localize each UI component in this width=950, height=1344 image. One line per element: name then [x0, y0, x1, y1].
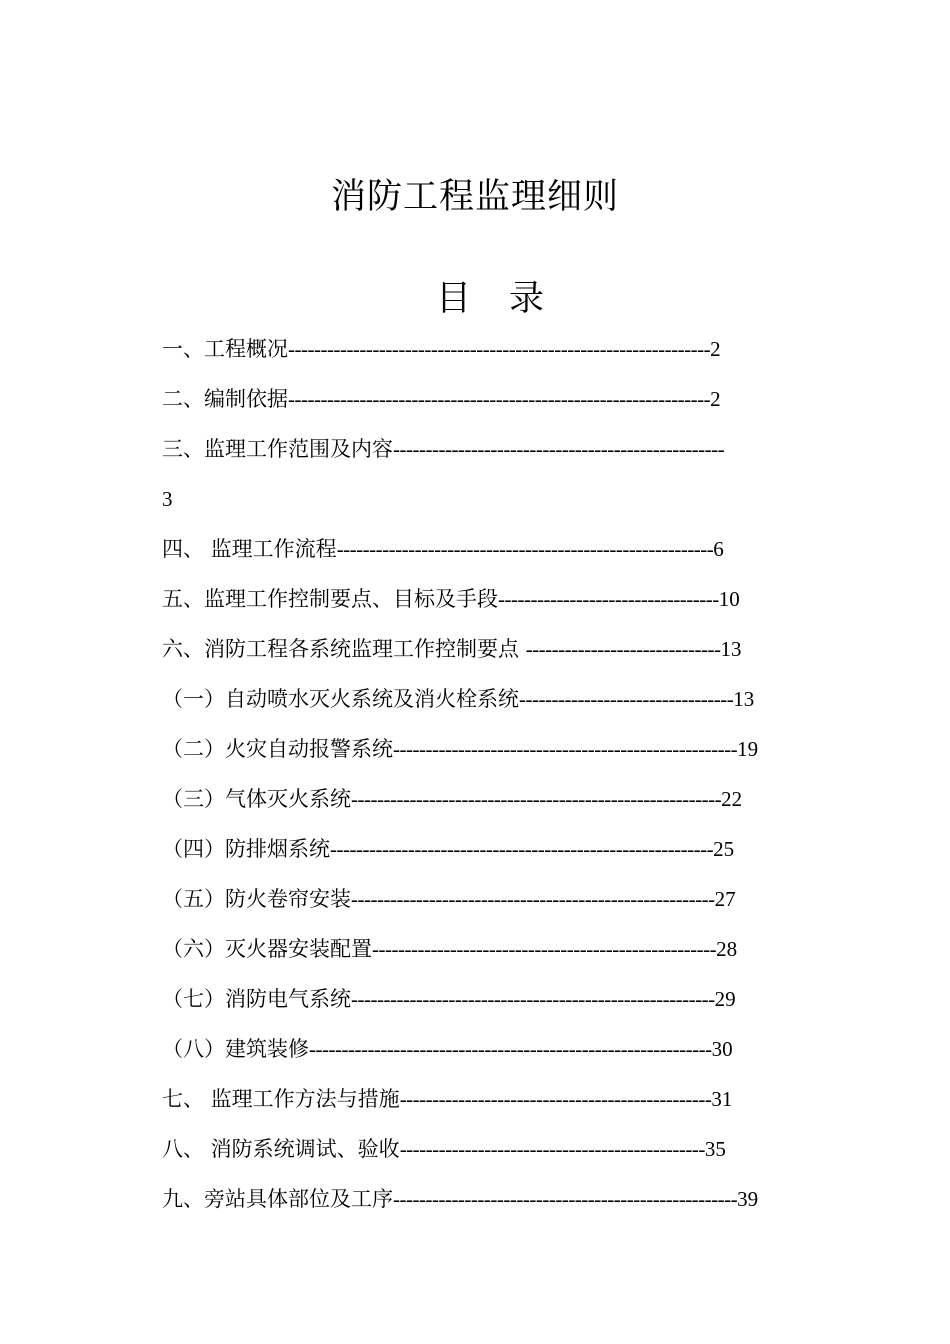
toc-entry-leader: --------------------------------------------------------------	[309, 1037, 712, 1061]
toc-entry-page: 10	[718, 587, 740, 611]
toc-entry-leader: --------------------------------------------------------	[351, 887, 715, 911]
toc-entry-label: （七）消防电气系统	[162, 987, 351, 1011]
toc-entry-leader: -----------------------------------------------------------------	[288, 337, 711, 361]
toc-entry-leader: ---------------------------------------------------------	[351, 787, 722, 811]
toc-entry-leader: -----------------------------------------------------	[393, 737, 738, 761]
toc-entry-label: （六）灭火器安装配置	[162, 937, 372, 961]
toc-entry-3[interactable]	[162, 424, 882, 474]
toc-entry-label: （二）火灾自动报警系统	[162, 737, 393, 761]
toc-entry-page: 22	[721, 787, 743, 811]
toc-entry-page: 13	[720, 637, 742, 661]
toc-entry-6-6[interactable]	[162, 924, 882, 974]
toc-entry-page: 35	[704, 1137, 726, 1161]
toc-entry-6-8[interactable]	[162, 1024, 882, 1074]
toc-entry-label: 八、 消防系统调试、验收	[162, 1137, 400, 1161]
toc-entry-label: （八）建筑装修	[162, 1037, 309, 1061]
toc-entry-page: 13	[733, 687, 755, 711]
toc-list	[162, 324, 882, 1224]
toc-entry-7[interactable]	[162, 1074, 882, 1124]
toc-entry-page: 6	[713, 537, 724, 561]
toc-entry-page: 27	[714, 887, 736, 911]
toc-entry-leader: ------------------------------	[525, 637, 721, 661]
toc-entry-label: （一）自动喷水灭火系统及消火栓系统	[162, 687, 519, 711]
toc-entry-leader: -----------------------------------------------------------------	[288, 387, 711, 411]
toc-entry-leader: ----------------------------------	[498, 587, 719, 611]
toc-entry-label: （五）防火卷帘安装	[162, 887, 351, 911]
toc-entry-leader: ----------------------------------------------------------	[336, 537, 714, 561]
toc-entry-6-7[interactable]	[162, 974, 882, 1024]
toc-entry-6-4[interactable]	[162, 824, 882, 874]
toc-entry-label: 六、消防工程各系统监理工作控制要点	[162, 637, 526, 661]
toc-entry-page: 2	[710, 337, 721, 361]
toc-entry-leader: -----------------------------------------------------	[372, 937, 717, 961]
toc-entry-leader: -----------------------------------------------------------	[330, 837, 714, 861]
toc-heading	[0, 276, 950, 322]
toc-entry-leader: --------------------------------------------------------	[351, 987, 715, 1011]
toc-entry-leader: ---------------------------------	[519, 687, 734, 711]
toc-entry-page: 31	[711, 1087, 733, 1111]
toc-entry-page: 28	[716, 937, 738, 961]
toc-entry-leader: -----------------------------------------------------	[393, 1187, 738, 1211]
toc-entry-label: 九、旁站具体部位及工序	[162, 1187, 393, 1211]
toc-heading-char-2: 录	[509, 279, 545, 319]
toc-entry-label: 二、编制依据	[162, 387, 288, 411]
toc-entry-label: 一、工程概况	[162, 337, 288, 361]
toc-entry-6-1[interactable]	[162, 674, 882, 724]
toc-entry-page: 29	[714, 987, 736, 1011]
toc-entry-3-page-wrap[interactable]	[162, 474, 882, 524]
toc-entry-label: （三）气体灭火系统	[162, 787, 351, 811]
toc-entry-leader: ------------------------------------------------	[399, 1087, 712, 1111]
toc-entry-2[interactable]	[162, 374, 882, 424]
toc-entry-6-5[interactable]	[162, 874, 882, 924]
toc-entry-label: 三、监理工作范围及内容	[162, 437, 393, 461]
toc-entry-leader: -----------------------------------------------	[399, 1137, 705, 1161]
toc-entry-page: 3	[162, 487, 173, 511]
toc-entry-8[interactable]	[162, 1124, 882, 1174]
toc-entry-6-3[interactable]	[162, 774, 882, 824]
toc-entry-9[interactable]	[162, 1174, 882, 1224]
toc-entry-label: 四、 监理工作流程	[162, 537, 337, 561]
document-title: 消防工程监理细则	[330, 177, 619, 217]
toc-entry-label: 七、 监理工作方法与措施	[162, 1087, 400, 1111]
toc-entry-label: 五、监理工作控制要点、目标及手段	[162, 587, 498, 611]
toc-entry-4[interactable]	[162, 524, 882, 574]
toc-entry-1[interactable]	[162, 324, 882, 374]
toc-entry-5[interactable]	[162, 574, 882, 624]
toc-entry-6[interactable]	[162, 624, 882, 674]
toc-entry-page: 19	[737, 737, 759, 761]
toc-entry-page: 39	[737, 1187, 759, 1211]
toc-entry-leader: ---------------------------------------------------	[393, 437, 725, 461]
toc-entry-page: 30	[711, 1037, 733, 1061]
toc-heading-char-1: 目	[435, 279, 471, 319]
toc-entry-label: （四）防排烟系统	[162, 837, 330, 861]
toc-entry-page: 2	[710, 387, 721, 411]
toc-entry-6-2[interactable]	[162, 724, 882, 774]
toc-entry-page: 25	[713, 837, 735, 861]
